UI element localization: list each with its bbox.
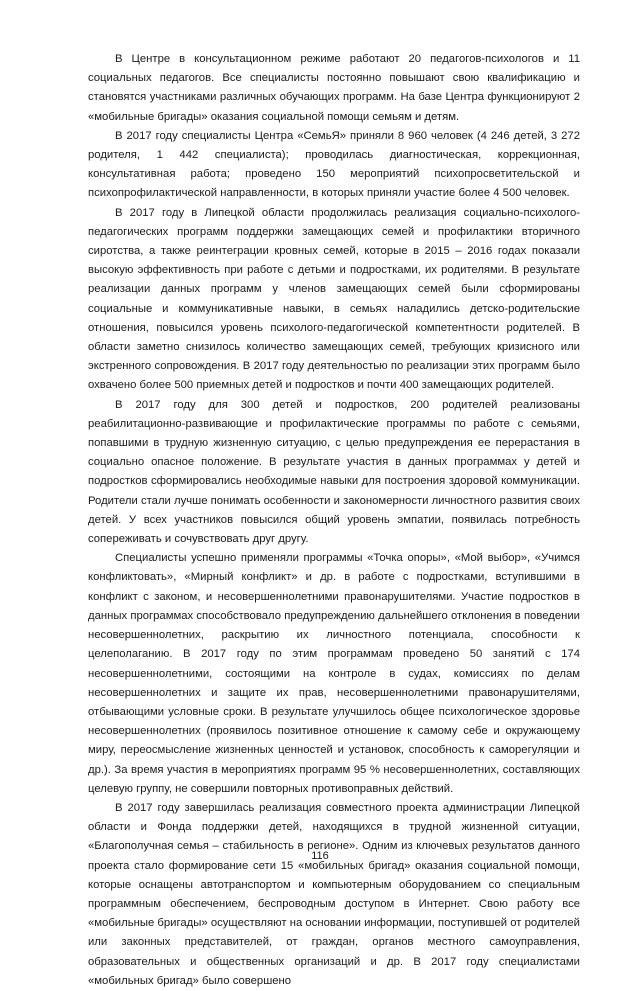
- page-number: 116: [311, 850, 329, 862]
- paragraph-foster-programs: В 2017 году в Липецкой области продолжилась реализация социально-психолого-педагогических программ поддержки замещающих семей и профилактики вторичного сиротства, а также реинтеграции кровных семей, которые в 2015 – 2016 годах показали высокую эффективность при работе с детьми и подростками, их родителями. В результате реализации данных программ у членов замещающих семей были сформированы социальные и коммуникативные навыки, в семьях наладились детско-родительские отношения, повысился уровень психолого-педагогической компетентности родителей. В области заметно снизилось количество замещающих семей, требующих кризисного или экстренного сопровождения. В 2017 году деятельностью по реализации этих программ было охвачено более 500 приемных детей и подростков и почти 400 замещающих родителей.: [88, 206, 580, 392]
- paragraph-teen-programs: Специалисты успешно применяли программы «Точка опоры», «Мой выбор», «Учимся конфликтовать», «Мирный конфликт» и др. в работе с подростками, вступившими в конфликт с законом, и несовершеннолетними правонарушителями. Участие подростков в данных программах способствовало предупреждению дальнейшего отклонения в поведении несовершеннолетних, раскрытию их личностного потенциала, способности к целеполаганию. В 2017 году по этим программам проведено 50 занятий с 174 несовершеннолетними, состоящими на контроле в судах, комиссиях по делам несовершеннолетних и защите их прав, несовершеннолетними правонарушителями, отбывающими условные сроки. В результате улучшилось общее психологическое здоровье несовершеннолетних (проявилось позитивное отношение к самому себе и окружающему миру, переосмысление жизненных ценностей и установок, способность к саморегуляции и др.). За время участия в мероприятиях программ 95 % несовершеннолетних, составляющих целевую группу, не совершили повторных противоправных действий.: [88, 552, 580, 795]
- paragraph-rehabilitation-programs: В 2017 году для 300 детей и подростков, 200 родителей реализованы реабилитационно-развивающие и профилактические программы по работе с семьями, попавшими в трудную жизненную ситуацию, с целью предупреждения ее перерастания в социально опасное положение. В результате участия в данных программах у детей и подростков сформировались необходимые навыки для построения здоровой коммуникации. Родители стали лучше понимать особенности и закономерности личностного развития своих детей. У всех участников повысился общий уровень эмпатии, появилась потребность сопереживать и сочувствовать друг другу.: [88, 398, 580, 546]
- paragraph-specialists: В Центре в консультационном режиме работают 20 педагогов-психологов и 11 социальных педагогов. Все специалисты постоянно повышают свою квалификацию и становятся участниками различных обучающих программ. На базе Центра функционируют 2 «мобильные бригады» оказания социальной помощи семьям и детям.: [88, 53, 580, 123]
- paragraph-mobile-brigades: В 2017 году завершилась реализация совместного проекта администрации Липецкой области и Фонда поддержки детей, находящихся в трудной жизненной ситуации, «Благополучная семья – стабильность в регионе». Одним из ключевых результатов данного проекта стало формирование сети 15 «мобильных бригад» оказания социальной помощи, которые оснащены автотранспортом и компьютерным оборудованием со специальным программным обеспечением, беспроводным доступом в Интернет. Свою работу все «мобильные бригады» осуществляют на основании информации, поступившей от родителей или законных представителей, от граждан, органов местного самоуправления, образовательных и общественных организаций и др. В 2017 году специалистами «мобильных бригад» было совершено: [88, 801, 580, 987]
- paragraph-center-statistics: В 2017 году специалисты Центра «СемьЯ» приняли 8 960 человек (4 246 детей, 3 272 родителя, 1 442 специалиста); проводилась диагностическая, коррекционная, консультативная работа; проведено 150 мероприятий психопросветительской и психопрофилактической направленности, в которых приняли участие более 4 500 человек.: [88, 129, 580, 200]
